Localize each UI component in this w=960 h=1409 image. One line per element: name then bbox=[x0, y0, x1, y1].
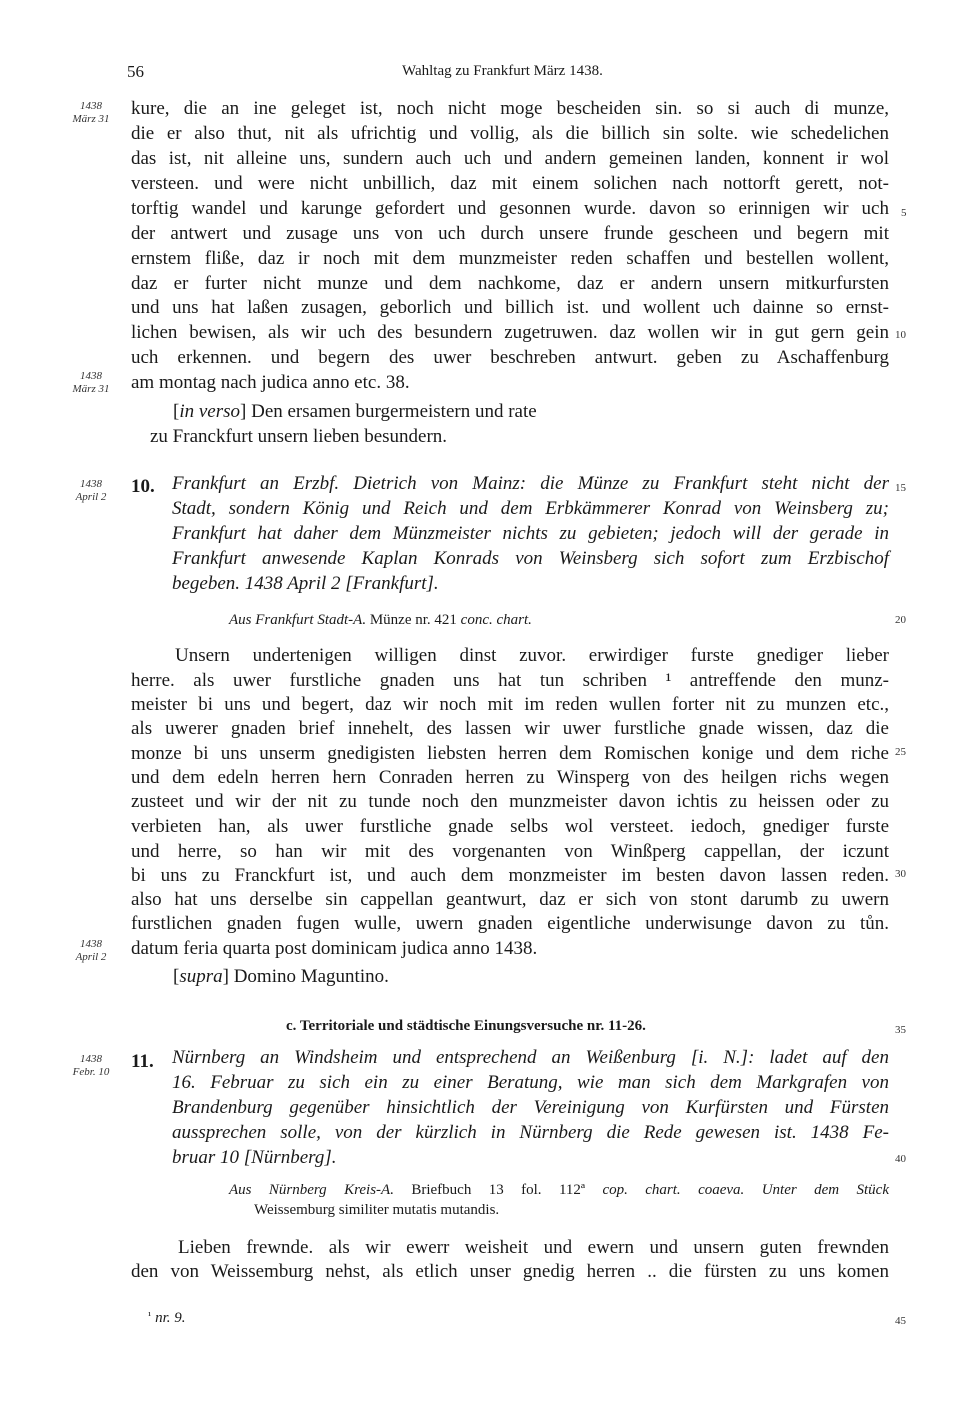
margin-date: 1438 April 2 bbox=[75, 478, 107, 503]
regest-line: Frankfurt an Erzbf. Dietrich von Mainz: die Münze zu Frankfurt steht nicht der bbox=[172, 473, 889, 494]
text-line: zusteet und wir der nit zu tunde noch den munzmeister davon ichtis zu heissen oder zu bbox=[131, 791, 889, 812]
text-line: kure, die an ine geleget ist, noch nicht moge bescheiden sin. so si auch di munze, bbox=[131, 98, 889, 119]
line-number: 35 bbox=[895, 1024, 906, 1036]
text-line: als uwerer gnaden brief innehelt, des lassen wir uwer furstliche gnade wissen, daz die bbox=[131, 718, 889, 739]
line-number: 45 bbox=[895, 1315, 906, 1327]
text-line: herre. als uwer furstliche gnaden uns hat tun schriben ¹ antreffende den munz- bbox=[131, 670, 889, 691]
text-line: monze bi uns unserm gnedigisten liebsten herren dem Romischen konige und dem riche bbox=[131, 743, 889, 764]
text-line: versteen. und were nicht unbillich, daz mit einem solichen nach nottorft gerett, not- bbox=[131, 173, 889, 194]
source-note: Aus Nürnberg Kreis-A. Briefbuch 13 fol. 112ª cop. chart. coaeva. Unter dem Stück bbox=[229, 1182, 889, 1198]
text-line: Unsern undertenigen willigen dinst zuvor. erwirdiger furste gnediger lieber bbox=[175, 645, 889, 666]
regest-line: Nürnberg an Windsheim und entsprechend an Weißenburg [i. N.]: ladet auf den bbox=[172, 1047, 889, 1068]
line-number: 5 bbox=[901, 207, 907, 219]
source-note: Aus Frankfurt Stadt-A. Münze nr. 421 conc. chart. bbox=[229, 612, 532, 628]
address-line: [in verso] Den ersamen burgermeistern und rate bbox=[173, 401, 537, 422]
text-line: der antwert und zusage uns von uch durch unsere frunde gescheen und begern mit bbox=[131, 223, 889, 244]
line-number: 20 bbox=[895, 614, 906, 626]
text-line: daz er furter nicht munze und dem nachkome, daz er andern unsern mitkurfursten bbox=[131, 273, 889, 294]
text-line: also hat uns derselbe sin cappellan geantwurt, daz er sich von stont darumb zu uwern bbox=[131, 889, 889, 910]
text-line: uch erkennen. und begern des uwer beschreben antwurt. geben zu Aschaffenburg bbox=[131, 347, 889, 368]
text-line: am montag nach judica anno etc. 38. bbox=[131, 372, 410, 393]
margin-date: 1438 März 31 bbox=[72, 370, 110, 395]
text-line: datum feria quarta post dominicam judica anno 1438. bbox=[131, 938, 538, 959]
regest-line: 16. Februar zu sich ein zu einer Beratung, wie man sich dem Markgrafen von bbox=[172, 1072, 889, 1093]
regest-line: Frankfurt anwesende Kaplan Konrads von Weinsberg sich sofort zum Erzbischof bbox=[172, 548, 889, 569]
line-number: 10 bbox=[895, 329, 906, 341]
text-line: ernstem fliße, daz ir noch mit dem munzmeister reden schaffen und bestellen wollent, bbox=[131, 248, 889, 269]
text-line: und uns hat laßen zusagen, geborlich und billich ist. und wollent uch dainne so ernst- bbox=[131, 297, 889, 318]
text-line: meister bi uns und begert, daz wir noch mit im reden wullen forter nit zu munzen etc., bbox=[131, 694, 889, 715]
text-line: verbieten han, als uwer furstliche gnade selbs wol versteet. iedoch, gnediger furste bbox=[131, 816, 889, 837]
text-line: den von Weissemburg nehst, als etlich unser gnedig herren .. die fürsten zu uns komen bbox=[131, 1261, 889, 1282]
text-line: bi uns zu Franckfurt ist, und auch dem monzmeister im besten davon lassen reden. bbox=[131, 865, 889, 886]
section-heading: c. Territoriale und städtische Einungsversuche nr. 11-26. bbox=[286, 1018, 646, 1034]
margin-date: 1438 März 31 bbox=[72, 100, 110, 125]
text-line: und dem edeln herren hern Conraden herren zu Winsperg von des heilgen richs wegen bbox=[131, 767, 889, 788]
address-line: zu Franckfurt unsern lieben besundern. bbox=[150, 426, 448, 447]
regest-line: aussprechen solle, von der kürzlich in Nürnberg die Rede gewesen ist. 1438 Fe- bbox=[172, 1122, 889, 1143]
text-line: lichen bewisen, als wir uch des besundern zugetruwen. daz wollen wir in gut gern gein bbox=[131, 322, 889, 343]
page-number: 56 bbox=[127, 62, 144, 81]
text-line: und herre, so han wir mit des vorgenanten von Winßperg cappellan, der iczunt bbox=[131, 841, 889, 862]
address-line: [supra] Domino Maguntino. bbox=[173, 966, 389, 987]
regest-line: bruar 10 [Nürnberg]. bbox=[172, 1147, 337, 1168]
text-line: Lieben frewnde. als wir ewerr weisheit und ewern und unsern guten frewnden bbox=[178, 1237, 889, 1258]
text-line: furstlichen gnaden fugen wulle, uwern gnaden eigentliche underwisunge davon zu tůn. bbox=[131, 913, 889, 934]
footnote: $^{^1}$ nr. 9. bbox=[148, 1310, 186, 1326]
regest-line: Frankfurt hat daher dem Münzmeister nichts zu gebieten; jedoch will der gerade in bbox=[172, 523, 889, 544]
line-number: 30 bbox=[895, 868, 906, 880]
regest-line: Brandenburg gegenüber hinsichtlich der Vereinigung von Kurfürsten und Fürsten bbox=[172, 1097, 889, 1118]
margin-date: 1438 April 2 bbox=[75, 938, 107, 963]
doc-number: 10. bbox=[131, 476, 155, 497]
margin-date: 1438 Febr. 10 bbox=[72, 1053, 110, 1078]
text-line: das ist, nit alleine uns, sundern auch uch und andern gemeinen landen, konnent ir wol bbox=[131, 148, 889, 169]
regest-line: Stadt, sondern König und Reich und dem Erbkämmerer Konrad von Weinsberg zu; bbox=[172, 498, 889, 519]
line-number: 25 bbox=[895, 746, 906, 758]
line-number: 40 bbox=[895, 1153, 906, 1165]
line-number: 15 bbox=[895, 482, 906, 494]
running-title: Wahltag zu Frankfurt März 1438. bbox=[402, 63, 603, 79]
regest-line: begeben. 1438 April 2 [Frankfurt]. bbox=[172, 573, 439, 594]
text-line: die er also thut, nit als ufrichtig und vollig, als die billich sin solte. wie schedelichen bbox=[131, 123, 889, 144]
doc-number: 11. bbox=[131, 1051, 154, 1072]
text-line: torftig wandel und karunge gefordert und gesonnen wurde. davon so erinnigen wir uch bbox=[131, 198, 889, 219]
source-note: Weissemburg similiter mutatis mutandis. bbox=[254, 1202, 500, 1218]
